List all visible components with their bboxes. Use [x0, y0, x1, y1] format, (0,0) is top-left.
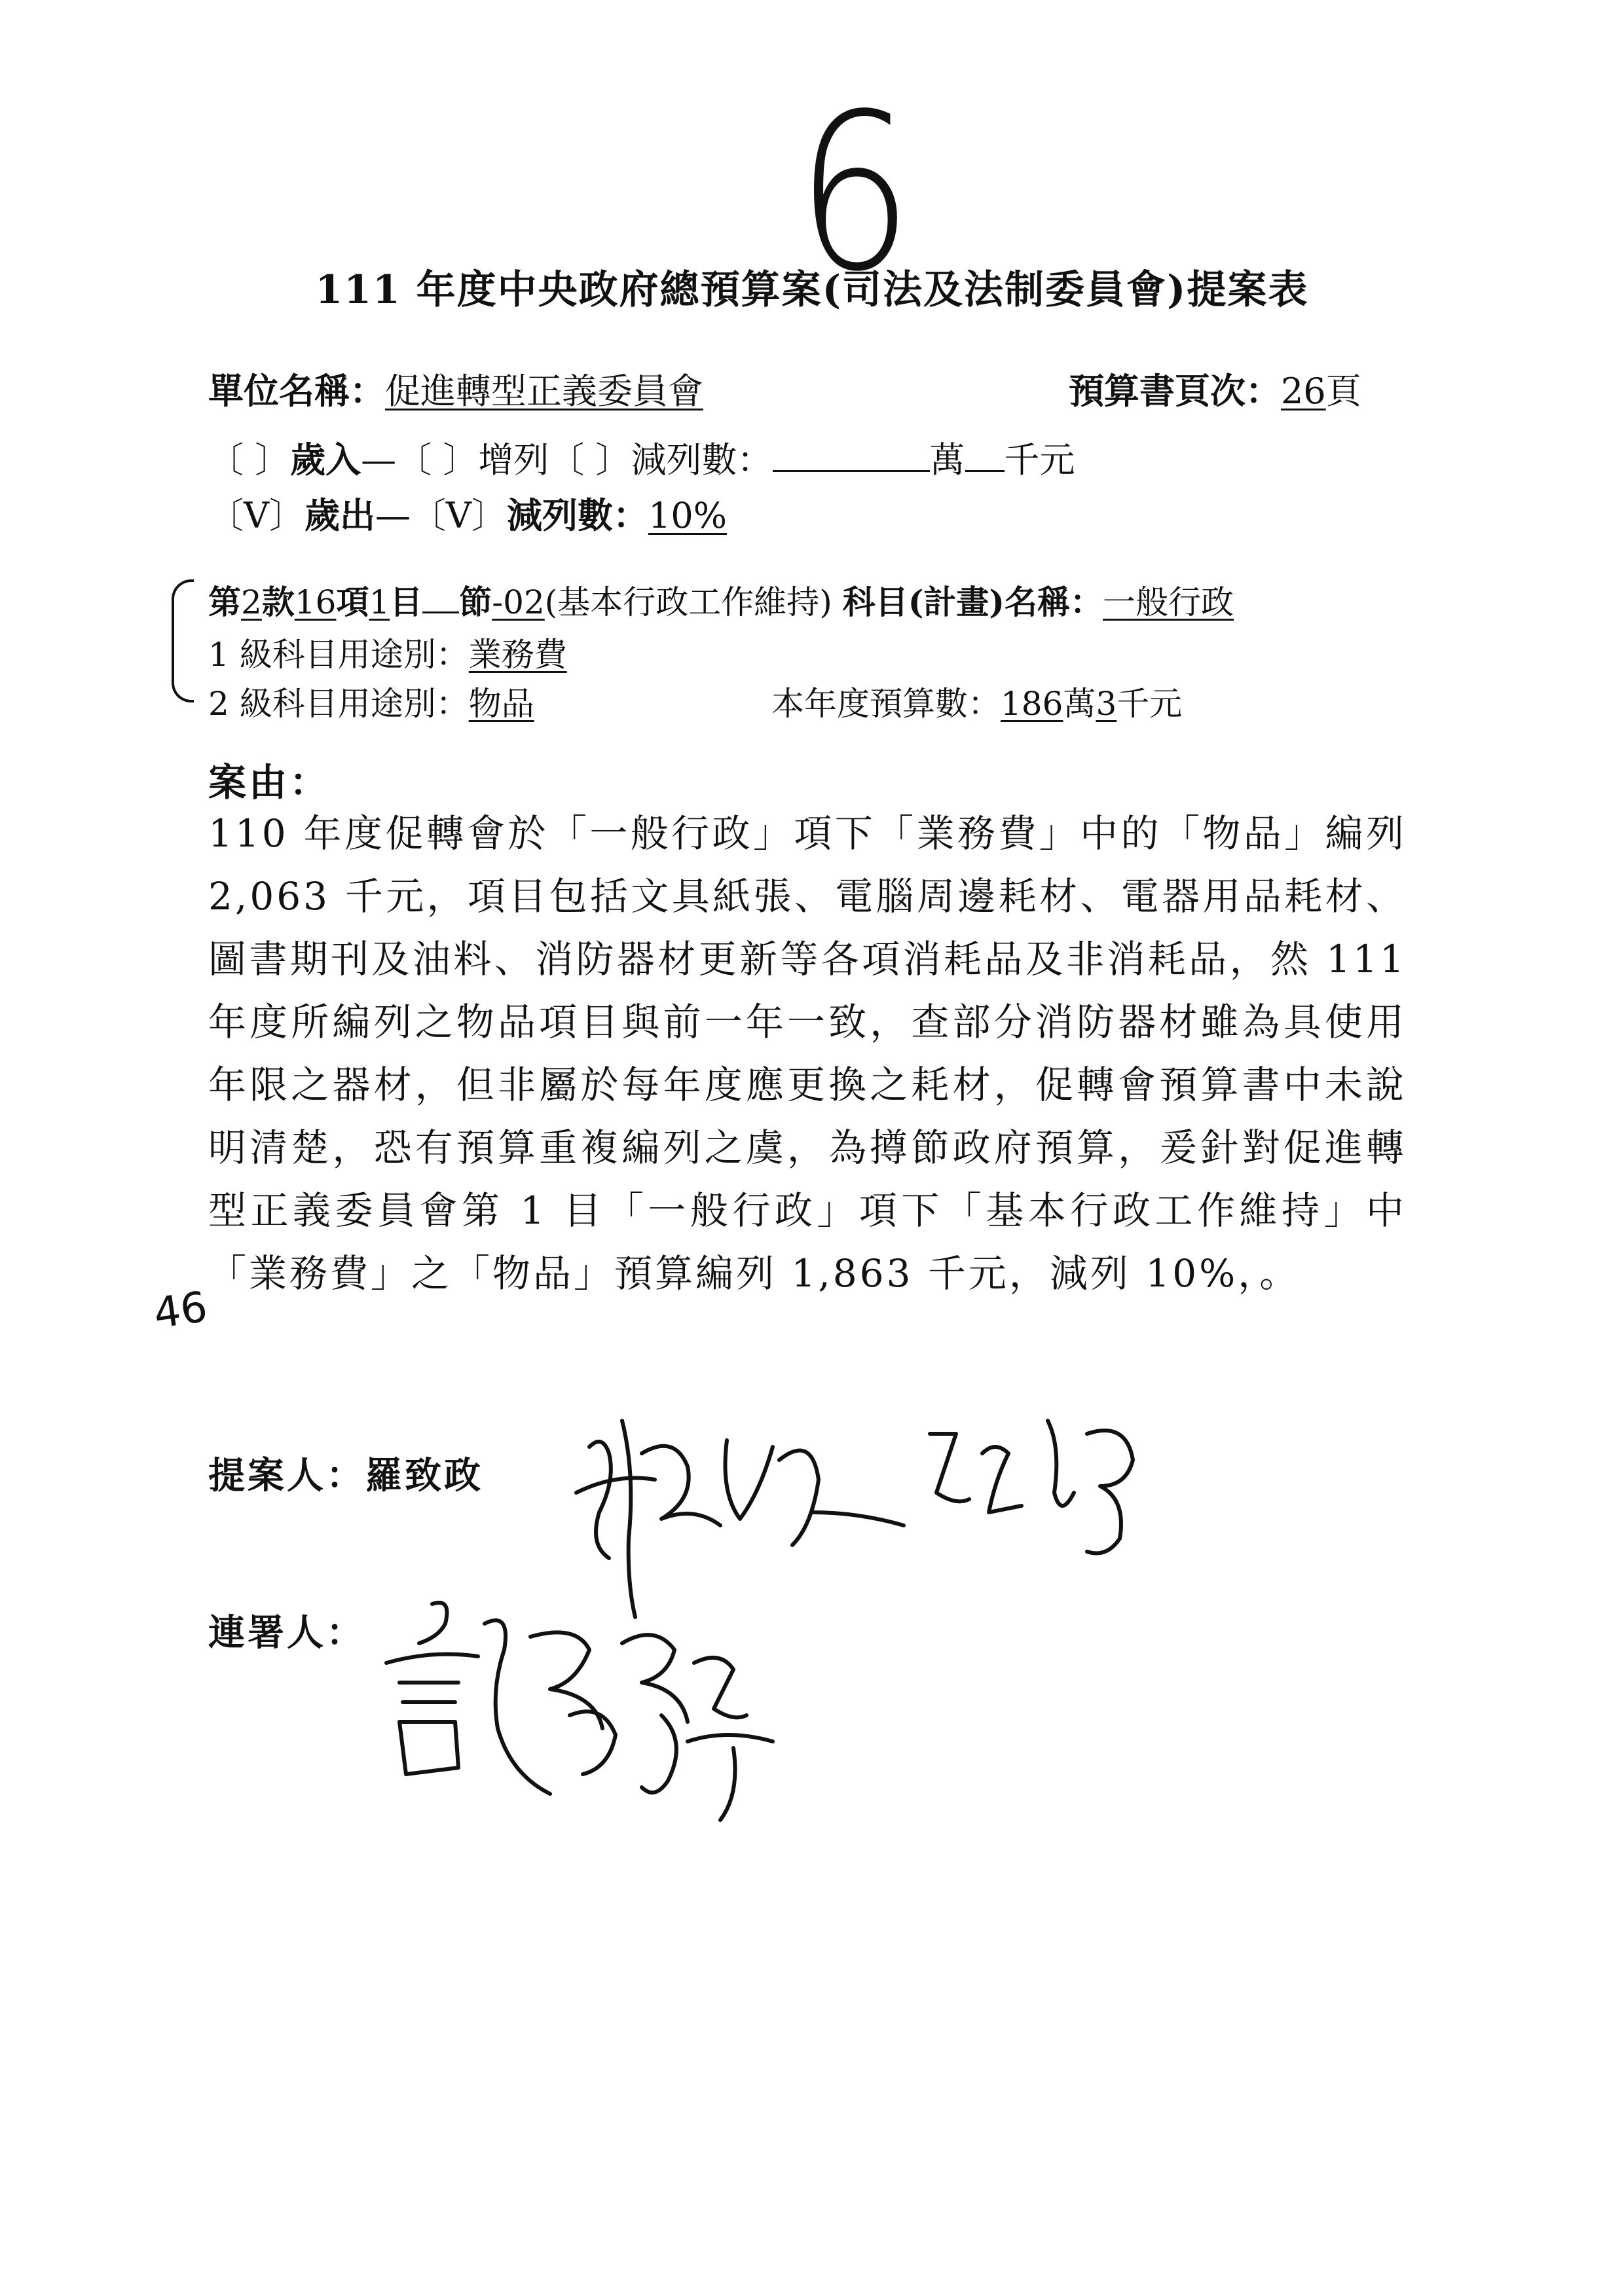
annual-budget-label: 本年度預算數： [771, 685, 1001, 723]
revenue-qian-yuan: 千元 [1004, 439, 1075, 481]
revenue-box-3: 〔 〕 [549, 439, 631, 481]
expenditure-decrease-label: 減列數： [507, 494, 648, 536]
annual-budget-row [771, 678, 1182, 725]
subject-kuan-number: 2 [241, 583, 262, 621]
expenditure-box-2: 〔V〕 [411, 495, 507, 536]
reason-text: 110 年度促轉會於「一般行政」項下「業務費」中的「物品」編列 2,063 千元，項目包括文具紙張、電腦周邊耗材、電器用品耗材、圖書期刊及油料、消防器材更新等各項消耗品及非消耗品，然 111 年度所編列之物品項目與前一年一致，查部分消防器材雖為具使用年限之器材，但非屬於每年度應更換之耗材，促轉會預算書中未說明清楚，恐有預算重複編列之虞，為撙節政府預算，爰針對促進轉型正義委員會第 1 目「一般行政」項下「基本行政工作維持」中「業務費」之「物品」預算編列 1,863 千元，減列 10%，。 [208, 811, 1407, 1296]
budget-page-label: 預算書頁次： [1069, 370, 1281, 412]
level2-value: 物品 [468, 685, 534, 723]
subject-xiang-number: 16 [294, 583, 337, 621]
proposer-name: 羅致政 [365, 1454, 483, 1497]
subject-mu-number: 1 [369, 583, 390, 621]
annual-budget-qian-value: 3 [1096, 685, 1117, 723]
subject-jie: 節 [459, 583, 492, 621]
revenue-box-2: 〔 〕 [396, 439, 479, 481]
unit-row [208, 363, 703, 414]
level1-row [208, 629, 567, 676]
cosigner-row [208, 1604, 365, 1656]
expenditure-dash: — [375, 495, 411, 536]
unit-value: 促進轉型正義委員會 [385, 371, 703, 412]
subject-jie-blank [422, 579, 459, 613]
level2-row [208, 678, 705, 725]
level1-value: 業務費 [468, 636, 567, 674]
annual-budget-wan-value: 186 [1001, 685, 1063, 723]
revenue-decrease-label: 減列數： [631, 439, 773, 481]
revenue-qian-blank [965, 435, 1005, 472]
revenue-dash: — [361, 439, 397, 481]
proposer-row [208, 1447, 483, 1499]
cosigner-label: 連署人： [208, 1611, 365, 1654]
unit-label: 單位名稱： [208, 370, 385, 412]
expenditure-box-1: 〔V〕 [208, 495, 304, 536]
revenue-box-1: 〔 〕 [208, 439, 291, 481]
subject-di: 第 [208, 583, 241, 621]
margin-note-handwritten: 46 [151, 1283, 211, 1339]
subject-name-value: 一般行政 [1103, 583, 1234, 621]
level1-label: 1 級科目用途別： [208, 636, 469, 674]
revenue-row [208, 432, 1075, 483]
subject-row [208, 576, 1234, 623]
cosigner-signature [380, 1584, 825, 1833]
subject-bracket [172, 579, 194, 702]
budget-page-suffix: 頁 [1325, 371, 1361, 412]
budget-page-row [1069, 363, 1361, 414]
level2-label: 2 級科目用途別： [208, 685, 469, 723]
subject-code: -02 [492, 583, 545, 621]
subject-kuan: 款 [261, 583, 295, 621]
expenditure-type: 歲出 [304, 494, 375, 536]
revenue-type: 歲入 [290, 439, 361, 481]
revenue-increase: 增列 [478, 439, 549, 481]
subject-mu: 目 [390, 583, 423, 621]
expenditure-row [208, 488, 727, 538]
expenditure-decrease-value: 10% [648, 495, 728, 536]
document-title: 111 年度中央政府總預算案(司法及法制委員會)提案表 [315, 267, 1309, 313]
revenue-wan: 萬 [929, 439, 965, 481]
subject-name-label: 科目(計畫)名稱： [842, 583, 1103, 621]
budget-page-value: 26 [1281, 371, 1326, 412]
annual-budget-qian-yuan: 千元 [1116, 685, 1183, 723]
reason-heading: 案由： [208, 760, 331, 805]
subject-xiang: 項 [336, 583, 369, 621]
page-number-handwritten: 6 [796, 67, 913, 319]
annual-budget-wan: 萬 [1063, 685, 1096, 723]
proposer-label: 提案人： [208, 1454, 365, 1497]
subject-description: (基本行政工作維持) [544, 583, 832, 621]
revenue-wan-blank [773, 435, 930, 472]
